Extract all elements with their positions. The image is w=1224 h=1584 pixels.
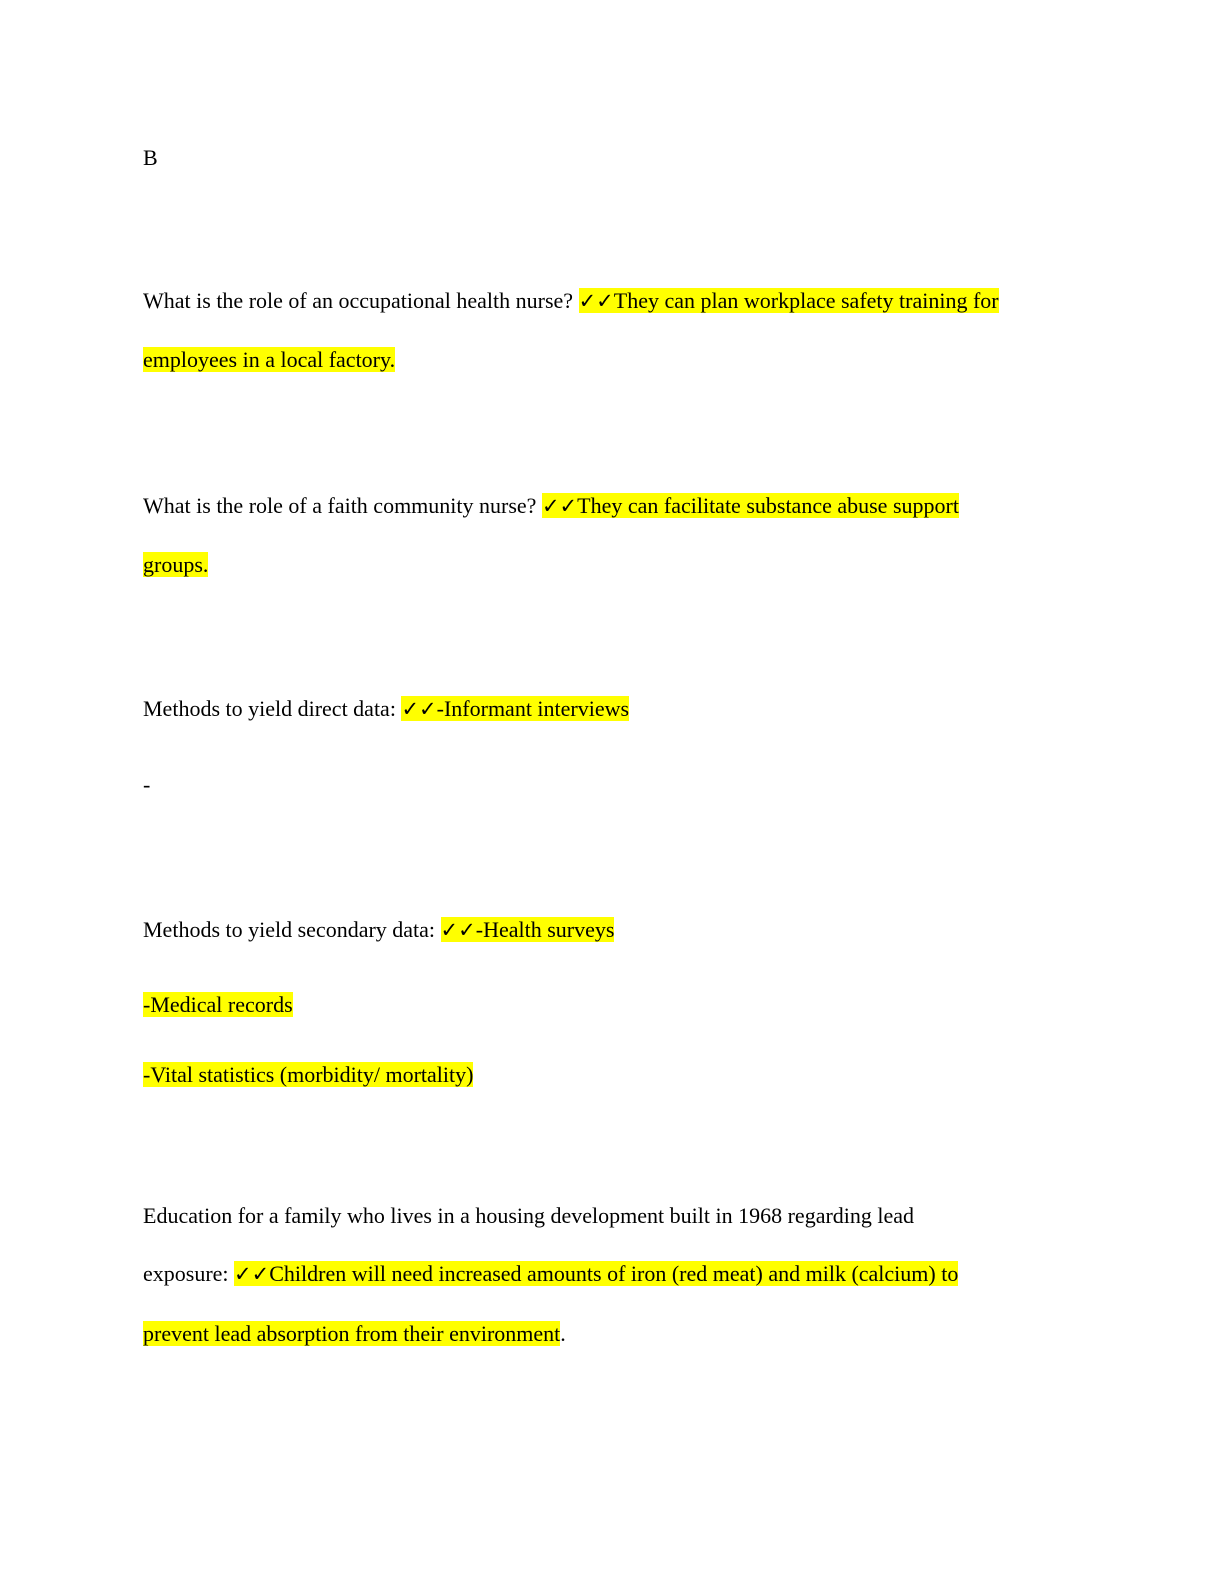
answer-text: -Health surveys [475, 917, 615, 942]
answer-text: prevent lead absorption from their environment [143, 1321, 561, 1346]
answer-highlight [234, 1261, 958, 1286]
answer-continuation [143, 1319, 566, 1349]
answer-highlight [542, 493, 959, 518]
answer-letter: B [143, 145, 158, 170]
answer-text: -Vital statistics (morbidity/ mortality) [143, 1062, 474, 1087]
double-check-icon: ✓✓ [401, 697, 437, 721]
question-text: What is the role of an occupational health nurse? [143, 288, 574, 313]
answer-text: They can facilitate substance abuse support [577, 493, 959, 518]
answer-text: They can plan workplace safety training for [613, 288, 999, 313]
answer-continuation [143, 550, 208, 580]
trailing-dash: - [143, 772, 151, 797]
answer-text: -Medical records [143, 992, 293, 1017]
question-text: exposure: [143, 1261, 229, 1286]
question-text: Methods to yield direct data: [143, 696, 396, 721]
answer-highlight [441, 917, 615, 942]
answer-highlight [579, 288, 999, 313]
qa-block-secondary-data [143, 915, 614, 945]
double-check-icon: ✓✓ [578, 289, 614, 313]
answer-text: employees in a local factory. [143, 347, 396, 372]
answer-list-item [143, 990, 293, 1020]
question-text: Education for a family who lives in a housing development built in 1968 regarding lead [143, 1203, 915, 1228]
double-check-icon: ✓✓ [234, 1262, 270, 1286]
answer-highlight [401, 696, 629, 721]
answer-text: -Informant interviews [436, 696, 630, 721]
question-text: What is the role of a faith community nurse? [143, 493, 537, 518]
qa-block-faith [143, 491, 959, 521]
answer-text: Children will need increased amounts of iron (red meat) and milk (calcium) to [269, 1261, 959, 1286]
answer-continuation [143, 345, 395, 375]
answer-end-period: . [560, 1321, 566, 1346]
qa-block-lead-exposure [143, 1201, 914, 1231]
double-check-icon: ✓✓ [541, 494, 578, 518]
answer-list-item [143, 1060, 473, 1090]
double-check-icon: ✓✓ [440, 918, 476, 942]
question-text: Methods to yield secondary data: [143, 917, 436, 942]
qa-block-occupational [143, 286, 999, 316]
answer-text: groups. [143, 552, 209, 577]
question-continuation [143, 1259, 958, 1289]
qa-block-direct-data [143, 694, 629, 724]
